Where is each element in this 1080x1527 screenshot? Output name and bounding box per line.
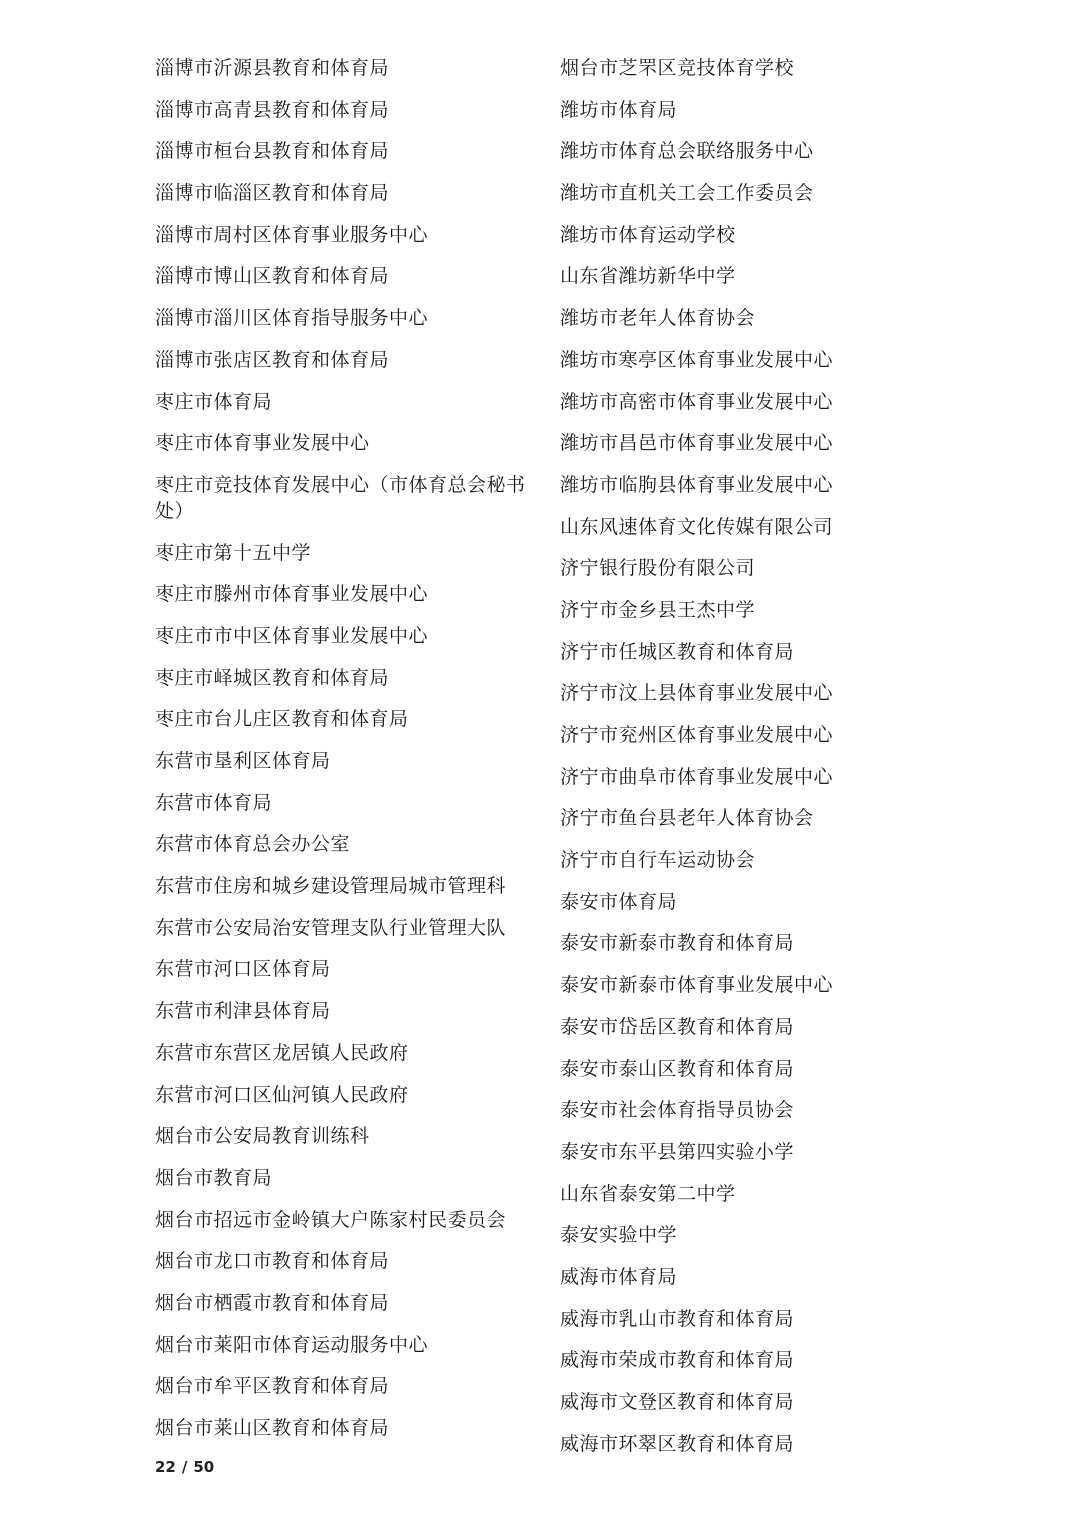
page-number [155, 1458, 220, 1476]
list-item: 济宁市鱼台县老年人体育协会 [560, 807, 814, 830]
list-item: 济宁银行股份有限公司 [560, 557, 756, 580]
list-item: 济宁市金乡县王杰中学 [560, 598, 756, 621]
list-item: 济宁市汶上县体育事业发展中心 [560, 682, 834, 705]
list-item: 枣庄市体育事业发展中心 [155, 432, 370, 455]
list-item: 烟台市牟平区教育和体育局 [155, 1375, 390, 1398]
list-item: 山东省泰安第二中学 [560, 1182, 736, 1205]
current-page: 22 [155, 1458, 176, 1476]
list-item: 泰安市新泰市体育事业发展中心 [560, 974, 834, 997]
list-item: 潍坊市昌邑市体育事业发展中心 [560, 432, 834, 455]
list-item: 枣庄市第十五中学 [155, 541, 312, 564]
list-item: 潍坊市老年人体育协会 [560, 307, 756, 330]
list-item: 东营市东营区龙居镇人民政府 [155, 1041, 409, 1064]
list-item: 潍坊市体育总会联络服务中心 [560, 140, 814, 163]
list-item: 枣庄市台儿庄区教育和体育局 [155, 708, 409, 731]
list-item: 济宁市自行车运动协会 [560, 849, 756, 872]
list-item: 枣庄市滕州市体育事业发展中心 [155, 583, 429, 606]
list-item: 潍坊市直机关工会工作委员会 [560, 182, 814, 205]
right-column-list [560, 50, 960, 1467]
list-item: 烟台市龙口市教育和体育局 [155, 1250, 390, 1273]
list-item: 东营市公安局治安管理支队行业管理大队 [155, 916, 507, 939]
list-item: 泰安市泰山区教育和体育局 [560, 1057, 795, 1080]
list-item: 枣庄市市中区体育事业发展中心 [155, 624, 429, 647]
total-pages: 50 [193, 1458, 215, 1476]
list-item: 泰安市体育局 [560, 890, 678, 913]
page-separator: / [181, 1458, 188, 1476]
list-item: 潍坊市体育运动学校 [560, 223, 736, 246]
list-item: 烟台市教育局 [155, 1166, 273, 1189]
list-item: 烟台市招远市金岭镇大户陈家村民委员会 [155, 1208, 507, 1231]
list-item: 济宁市曲阜市体育事业发展中心 [560, 765, 834, 788]
list-item: 东营市河口区体育局 [155, 958, 331, 981]
left-column-list [155, 50, 535, 1452]
list-item: 泰安市新泰市教育和体育局 [560, 932, 795, 955]
list-item: 泰安实验中学 [560, 1224, 678, 1247]
list-item: 淄博市桓台县教育和体育局 [155, 140, 390, 163]
list-item: 东营市体育局 [155, 791, 273, 814]
list-item: 山东省潍坊新华中学 [560, 265, 736, 288]
list-item: 淄博市高青县教育和体育局 [155, 98, 390, 121]
list-item: 潍坊市高密市体育事业发展中心 [560, 390, 834, 413]
list-item: 淄博市临淄区教育和体育局 [155, 182, 390, 205]
list-item: 枣庄市峄城区教育和体育局 [155, 666, 390, 689]
list-item: 潍坊市寒亭区体育事业发展中心 [560, 348, 834, 371]
list-item: 烟台市莱山区教育和体育局 [155, 1417, 390, 1439]
list-item: 烟台市莱阳市体育运动服务中心 [155, 1333, 429, 1356]
list-item: 淄博市沂源县教育和体育局 [155, 57, 390, 79]
list-item: 枣庄市体育局 [155, 390, 273, 413]
list-item: 威海市荣成市教育和体育局 [560, 1349, 795, 1372]
list-item: 威海市乳山市教育和体育局 [560, 1307, 795, 1330]
list-item: 威海市体育局 [560, 1265, 678, 1288]
list-item: 济宁市兖州区体育事业发展中心 [560, 724, 834, 746]
list-item: 烟台市芝罘区竞技体育学校 [560, 57, 795, 79]
list-item: 淄博市博山区教育和体育局 [155, 265, 390, 288]
list-item: 东营市体育总会办公室 [155, 833, 351, 856]
list-item: 淄博市淄川区体育指导服务中心 [155, 307, 429, 330]
list-item: 烟台市栖霞市教育和体育局 [155, 1291, 390, 1314]
list-item: 枣庄市竞技体育发展中心（市体育总会秘书处） [155, 473, 526, 522]
list-item: 泰安市东平县第四实验小学 [560, 1140, 795, 1163]
list-item: 东营市住房和城乡建设管理局城市管理科 [155, 875, 507, 898]
list-item: 泰安市岱岳区教育和体育局 [560, 1015, 795, 1038]
list-item: 淄博市张店区教育和体育局 [155, 348, 390, 371]
list-item: 威海市环翠区教育和体育局 [560, 1432, 795, 1455]
list-item: 烟台市公安局教育训练科 [155, 1125, 370, 1148]
list-item: 潍坊市体育局 [560, 98, 678, 121]
list-item: 东营市河口区仙河镇人民政府 [155, 1083, 409, 1106]
list-item: 淄博市周村区体育事业服务中心 [155, 223, 429, 246]
list-item: 威海市文登区教育和体育局 [560, 1391, 795, 1413]
list-item: 东营市利津县体育局 [155, 1000, 331, 1023]
list-item: 潍坊市临朐县体育事业发展中心 [560, 473, 834, 496]
list-item: 山东风速体育文化传媒有限公司 [560, 515, 834, 538]
list-item: 泰安市社会体育指导员协会 [560, 1099, 795, 1122]
list-item: 济宁市任城区教育和体育局 [560, 640, 795, 663]
list-item: 东营市垦利区体育局 [155, 750, 331, 772]
